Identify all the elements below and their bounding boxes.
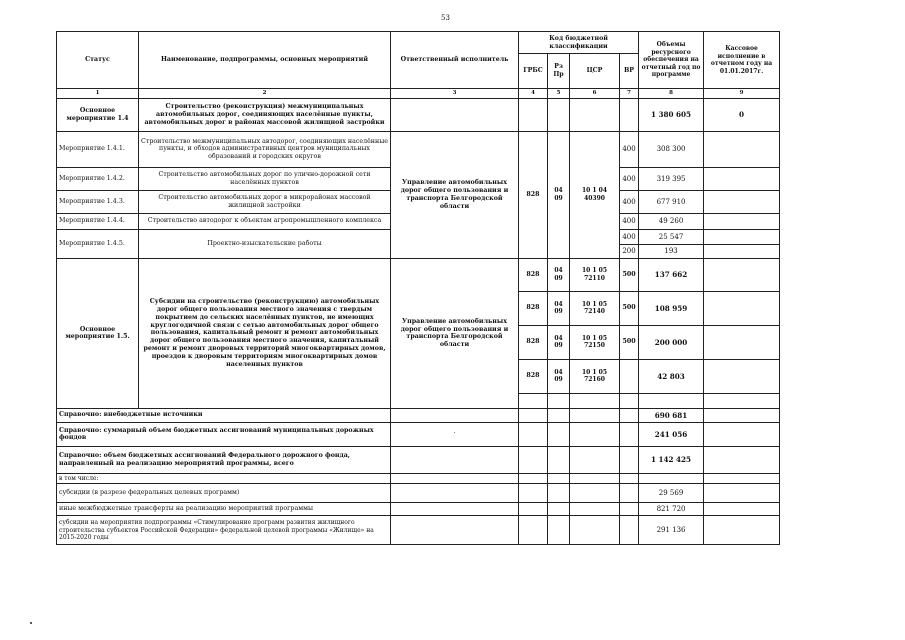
- main-event-1-5-csr: 10 1 05 72140: [570, 291, 620, 325]
- sub-federal-label: субсидии (в разрезе федеральных целевых программ): [57, 484, 391, 503]
- event-1-4-3-status: Мероприятие 1.4.3.: [57, 190, 139, 213]
- main-event-1-5-grbs: 828: [519, 359, 548, 393]
- sub-federal-volume: 29 569: [639, 484, 704, 503]
- event-1-4-2-name: Строительство автомобильных дорог по улично-дорожной сети населённых пунктов: [139, 167, 391, 190]
- main-event-1-5-vr: [620, 359, 639, 393]
- col-number: 8: [639, 89, 704, 99]
- main-event-1-5-volume: 137 662: [639, 258, 704, 291]
- event-1-4-1-vr: 400: [620, 131, 639, 167]
- ref-extra-budget-volume: 690 681: [639, 408, 704, 422]
- main-event-1-5-vr: 500: [620, 325, 639, 359]
- other-transfers-label: иные межбюджетные трансферты на реализацию мероприятий программы: [57, 503, 391, 516]
- event-1-4-4-name: Строительство автодорог к объектам агропромышленного комплекса: [139, 213, 391, 229]
- main-event-1-5-rz: 04 09: [548, 258, 570, 291]
- header-grbs: ГРБС: [519, 54, 548, 89]
- group-1-4-executor: Управление автомобильных дорог общего пользования и транспорта Белгородской области: [391, 131, 519, 258]
- ref-federal-volume: 1 142 425: [639, 446, 704, 473]
- col-number: 1: [57, 89, 139, 99]
- header-executor: Ответственный исполнитель: [391, 32, 519, 89]
- including-label: в том числе:: [57, 473, 391, 484]
- event-1-4-3-vr: 400: [620, 190, 639, 213]
- main-event-1-5-rz: 04 09: [548, 291, 570, 325]
- col-number: 4: [519, 89, 548, 99]
- event-1-4-4-status: Мероприятие 1.4.4.: [57, 213, 139, 229]
- event-1-4-4-volume: 49 260: [639, 213, 704, 229]
- sub-housing-label: субсидии на мероприятия подпрограммы «Стимулирование программ развития жилищного строительства субъектов Российской Федерации» федеральной целевой программы «Жилище» на 2015-2020 годы: [57, 516, 391, 545]
- event-1-4-5-volume-a: 25 547: [639, 229, 704, 244]
- main-event-1-5-executor: Управление автомобильных дорог общего пользования и транспорта Белгородской области: [391, 258, 519, 408]
- main-event-1-5-volume: 108 959: [639, 291, 704, 325]
- main-event-1-5-csr: 10 1 05 72160: [570, 359, 620, 393]
- group-1-4-grbs: 828: [519, 131, 548, 258]
- main-event-1-5-name: Субсидии на строительство (реконструкцию) автомобильных дорог общего пользования местного значения с твердым покрытием до сельских населённых пунктов, не имеющих круглогодичной связи с сетью автомобильных дорог общего пользования, капитальный ремонт и ремонт автомобильных дорог общего пользования местного значения, капитальный ремонт и ремонт дворовых территорий многоквартирных домов, проездов к дворовым территориям многоквартирных домов населенных пунктов: [139, 258, 391, 408]
- main-event-1-5-volume: 200 000: [639, 325, 704, 359]
- event-1-4-5-vr-a: 400: [620, 229, 639, 244]
- group-1-4-csr: 10 1 04 40390: [570, 131, 620, 258]
- event-1-4-2-volume: 319 395: [639, 167, 704, 190]
- header-cash: Кассовое исполнение в отчетном году на 01.01.2017г.: [704, 32, 780, 89]
- sub-housing-volume: 291 136: [639, 516, 704, 545]
- ref-municipal-label: Справочно: суммарный объем бюджетных ассигнований муниципальных дорожных фондов: [57, 422, 391, 446]
- event-1-4-1-status: Мероприятие 1.4.1.: [57, 131, 139, 167]
- header-rz: Рз Пр: [548, 54, 570, 89]
- col-number: 9: [704, 89, 780, 99]
- page-number: 53: [441, 14, 450, 22]
- event-1-4-1-volume: 308 300: [639, 131, 704, 167]
- main-event-1-5-grbs: 828: [519, 325, 548, 359]
- other-transfers-volume: 821 720: [639, 503, 704, 516]
- col-number: 5: [548, 89, 570, 99]
- header-vr: ВР: [620, 54, 639, 89]
- event-1-4-5-name: Проектно-изыскательские работы: [139, 229, 391, 258]
- main-event-1-4-volume: 1 380 605: [639, 98, 704, 131]
- main-event-1-5-vr: 500: [620, 291, 639, 325]
- main-event-1-5-csr: 10 1 05 72150: [570, 325, 620, 359]
- header-status: Статус: [57, 32, 139, 89]
- main-event-1-5-csr: 10 1 05 72110: [570, 258, 620, 291]
- main-event-1-5-rz: 04 09: [548, 359, 570, 393]
- event-1-4-2-status: Мероприятие 1.4.2.: [57, 167, 139, 190]
- header-name: Наименование, подпрограммы, основных мероприятий: [139, 32, 391, 89]
- header-csr: ЦСР: [570, 54, 620, 89]
- main-event-1-5-volume: 42 803: [639, 359, 704, 393]
- main-event-1-5-rz: 04 09: [548, 325, 570, 359]
- group-1-4-rz: 04 09: [548, 131, 570, 258]
- event-1-4-2-vr: 400: [620, 167, 639, 190]
- header-budget-code: Код бюджетной классификации: [519, 32, 639, 54]
- main-event-1-4-cash: 0: [704, 98, 780, 131]
- event-1-4-1-name: Строительство межмуниципальных автодорог, соединяющих населённые пункты, и обходов административных центров муниципальных образований и городских округов: [139, 131, 391, 167]
- ref-municipal-volume: 241 056: [639, 422, 704, 446]
- program-resources-table: [56, 31, 780, 545]
- event-1-4-3-name: Строительство автомобильных дорог в микрорайонах массовой жилищной застройки: [139, 190, 391, 213]
- main-event-1-5-vr: 500: [620, 258, 639, 291]
- ref-extra-budget-label: Справочно: внебюджетные источники: [57, 408, 391, 422]
- col-number: 2: [139, 89, 391, 99]
- main-event-1-5-grbs: 828: [519, 291, 548, 325]
- main-event-1-4-status: Основное мероприятие 1.4: [57, 98, 139, 131]
- col-number: 6: [570, 89, 620, 99]
- main-event-1-5-grbs: 828: [519, 258, 548, 291]
- event-1-4-5-status: Мероприятие 1.4.5.: [57, 229, 139, 258]
- event-1-4-5-vr-b: 200: [620, 244, 639, 258]
- event-1-4-3-volume: 677 910: [639, 190, 704, 213]
- col-number: 7: [620, 89, 639, 99]
- event-1-4-4-vr: 400: [620, 213, 639, 229]
- main-event-1-4-name: Строительство (реконструкция) межмуниципальных автомобильных дорог, соединяющих населённые пункты, автомобильных дорог в районах массовой жилищной застройки: [139, 98, 391, 131]
- col-number: 3: [391, 89, 519, 99]
- event-1-4-5-volume-b: 193: [639, 244, 704, 258]
- header-volumes: Объемы ресурсного обеспечения на отчетный год по программе: [639, 32, 704, 89]
- ref-municipal-mark: ·: [391, 422, 519, 446]
- scan-dot: [30, 622, 32, 624]
- main-event-1-5-status: Основное мероприятие 1.5.: [57, 258, 139, 408]
- ref-federal-label: Справочно: объем бюджетных ассигнований Федерального дорожного фонда, направленный на реализацию мероприятий программы, всего: [57, 446, 391, 473]
